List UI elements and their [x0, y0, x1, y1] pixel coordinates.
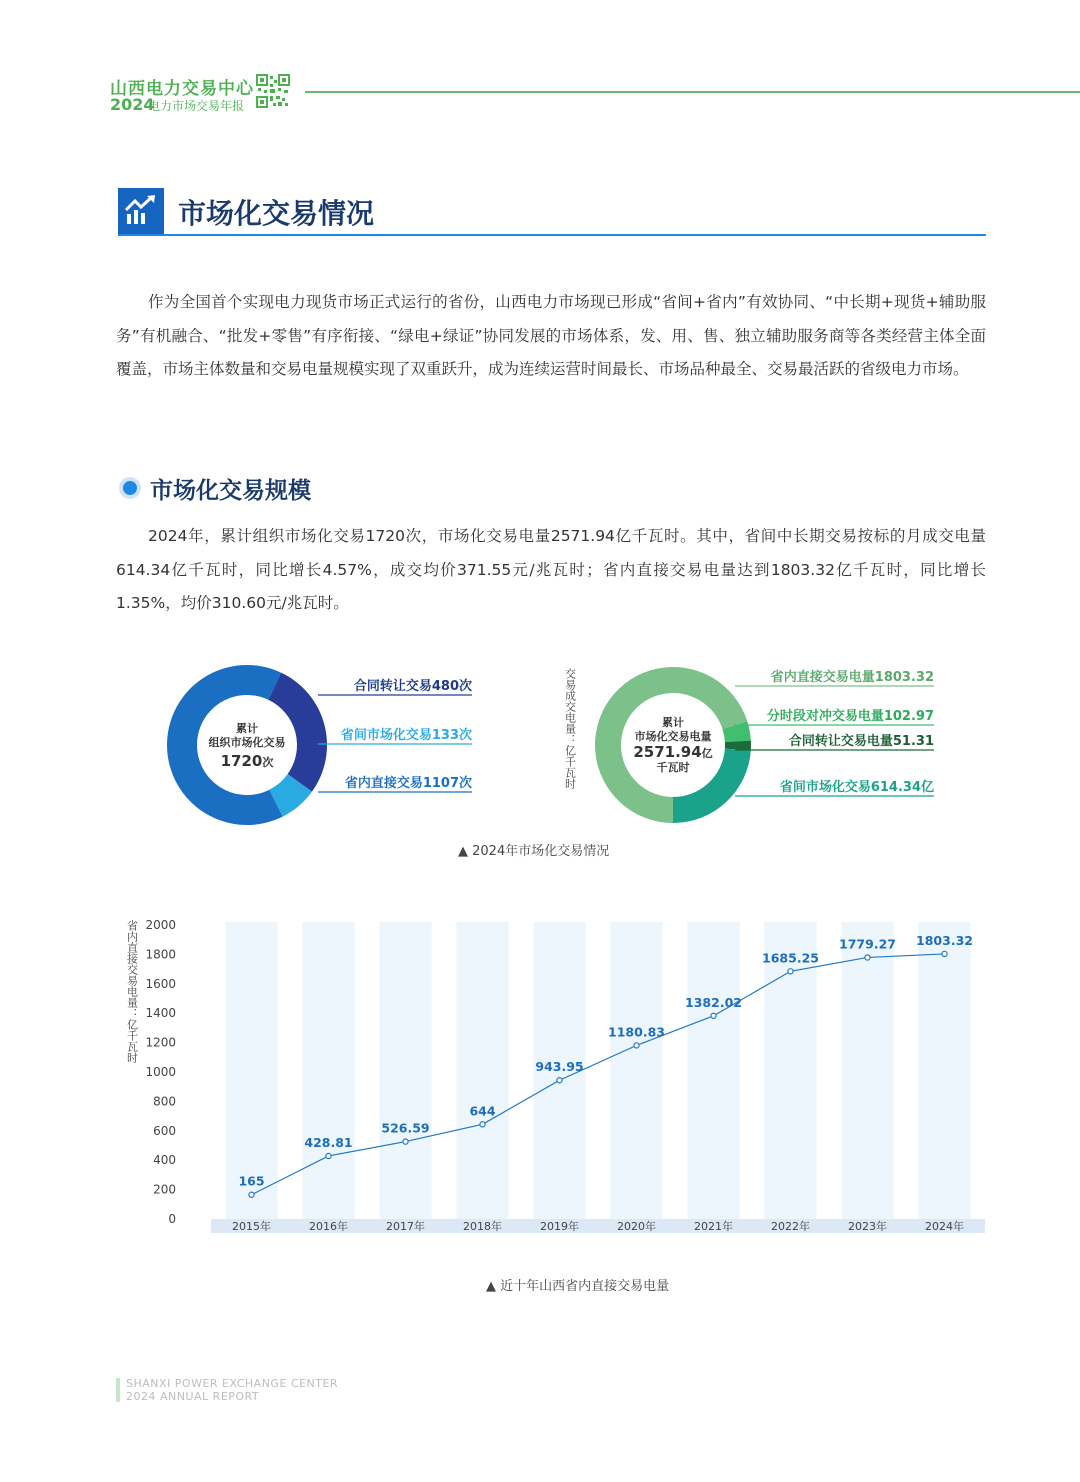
- x-tick-label: 2019年: [540, 1220, 579, 1233]
- qr-code-icon: [256, 74, 290, 108]
- y-tick-label: 200: [153, 1182, 176, 1197]
- donut2-axis-label: 交易成交电量：亿千瓦时: [563, 668, 577, 789]
- y-tick-label: 400: [153, 1153, 176, 1168]
- line-value-label: 1382.02: [685, 994, 742, 1010]
- donut2-center-value-line: [633, 743, 712, 761]
- footer-line1: SHANXI POWER EXCHANGE CENTER: [126, 1377, 339, 1390]
- line-column-bg: [841, 922, 893, 1219]
- line-series: [252, 954, 945, 1195]
- line-point: [634, 1043, 639, 1048]
- section-title: 市场化交易情况: [178, 197, 375, 230]
- donut1-center-value: 1720: [220, 752, 263, 770]
- donut1-slice-0: [268, 673, 327, 792]
- y-tick-label: 1600: [145, 976, 176, 991]
- donut1-center-line1: 累计: [236, 722, 258, 735]
- donut1-label-0: 合同转让交易480次: [353, 679, 472, 694]
- line-point: [403, 1139, 408, 1144]
- donut2-center-value: 2571.94: [633, 743, 702, 761]
- line-column-bg: [379, 922, 431, 1219]
- line-value-label: 526.59: [381, 1120, 430, 1136]
- donut1-label-1: 省间市场化交易133次: [340, 728, 472, 743]
- donut2-label-3: 省间市场化交易614.34亿: [779, 780, 934, 795]
- y-tick-label: 1400: [145, 1006, 176, 1021]
- donut-chart-volume: [560, 650, 950, 840]
- x-tick-label: 2016年: [309, 1220, 348, 1233]
- line-point: [711, 1013, 716, 1018]
- header-year: 2024: [110, 95, 155, 114]
- y-tick-label: 800: [153, 1094, 176, 1109]
- subsection-title: 市场化交易规模: [150, 478, 311, 504]
- y-tick-label: 0: [168, 1212, 176, 1226]
- y-tick-label: 600: [153, 1123, 176, 1138]
- donut1-label-2: 省内直接交易1107次: [344, 776, 472, 791]
- header-subtitle: 电力市场交易年报: [148, 99, 245, 113]
- line-column-bg: [764, 922, 816, 1219]
- line-point: [249, 1192, 254, 1197]
- x-tick-label: 2022年: [771, 1220, 810, 1233]
- scale-paragraph: 2024年，累计组织市场化交易1720次，市场化交易电量2571.94亿千瓦时。其中，省间中长期交易按标的月成交电量614.34亿千瓦时，同比增长4.57%，成交均价371.55元/兆瓦时；省内直接交易电量达到1803.32亿千瓦时，同比增长1.35%，均价310.60元/兆瓦时。: [116, 527, 986, 612]
- line-column-bg: [687, 922, 739, 1219]
- donut1-center-line2: 组织市场化交易: [208, 736, 286, 749]
- line-value-label: 1803.32: [916, 932, 973, 948]
- x-tick-label: 2018年: [463, 1220, 502, 1233]
- line-value-label: 1779.27: [839, 936, 896, 952]
- donut2-label-2: 合同转让交易电量51.31: [788, 734, 934, 749]
- donut2-center-line2: 市场化交易电量: [634, 730, 712, 743]
- line-value-label: 1685.25: [762, 950, 819, 966]
- section-divider: [118, 234, 986, 236]
- footer-line2: 2024 ANNUAL REPORT: [126, 1390, 260, 1403]
- line-value-label: 428.81: [304, 1134, 353, 1150]
- line-point: [326, 1153, 331, 1158]
- donut2-center-line4: 千瓦时: [656, 761, 690, 774]
- line-value-label: 943.95: [535, 1059, 584, 1075]
- line-column-bg: [610, 922, 662, 1219]
- header-divider: [305, 91, 1080, 93]
- x-tick-label: 2020年: [617, 1220, 656, 1233]
- intro-paragraph: 作为全国首个实现电力现货市场正式运行的省份，山西电力市场现已形成“省间+省内”有效协同、“中长期+现货+辅助服务”有机融合、“批发+零售”有序衔接、“绿电+绿证”协同发展的市场体系，发、用、售、独立辅助服务商等各类经营主体全面覆盖，市场主体数量和交易电量规模实现了双重跃升，成为连续运营时间最长、市场品种最全、交易最活跃的省级电力市场。: [116, 293, 986, 378]
- line-point: [557, 1078, 562, 1083]
- donut2-label-1: 分时段对冲交易电量102.97: [766, 709, 934, 724]
- y-tick-label: 1000: [145, 1065, 176, 1079]
- x-tick-label: 2017年: [386, 1220, 425, 1233]
- line-point: [480, 1122, 485, 1127]
- footer-bar: [116, 1378, 120, 1402]
- x-tick-label: 2023年: [848, 1220, 887, 1233]
- line-column-bg: [918, 922, 970, 1219]
- x-tick-label: 2015年: [232, 1220, 271, 1233]
- header-org: 山西电力交易中心: [110, 79, 254, 99]
- line-point: [788, 969, 793, 974]
- line-ylabel: 省内直接交易电量：亿千瓦时: [125, 920, 139, 1063]
- line-point: [865, 955, 870, 960]
- line-column-bg: [456, 922, 508, 1219]
- donut-chart-transactions: [150, 650, 490, 840]
- donut1-center-unit: 次: [262, 756, 274, 769]
- donut2-center-line1: 累计: [662, 716, 684, 729]
- x-tick-label: 2024年: [925, 1220, 964, 1233]
- donut2-label-0: 省内直接交易电量1803.32: [770, 670, 934, 685]
- line-caption: ▲ 近十年山西省内直接交易电量: [486, 1279, 670, 1294]
- line-value-label: 165: [238, 1173, 265, 1189]
- y-tick-label: 2000: [145, 918, 176, 932]
- y-tick-label: 1800: [145, 947, 176, 962]
- subsection-bullet-icon: [123, 481, 137, 495]
- x-tick-label: 2021年: [694, 1220, 733, 1233]
- line-point: [942, 951, 947, 956]
- line-column-bg: [302, 922, 354, 1219]
- donut2-center-unit: 亿: [701, 747, 713, 760]
- line-value-label: 644: [469, 1103, 496, 1119]
- trend-chart-icon: [118, 188, 164, 234]
- line-chart-direct-trading: [118, 912, 990, 1242]
- line-value-label: 1180.83: [608, 1024, 665, 1040]
- donut1-center-value-line: [221, 752, 274, 770]
- y-tick-label: 1200: [145, 1035, 176, 1050]
- donut-caption: ▲ 2024年市场化交易情况: [458, 844, 610, 859]
